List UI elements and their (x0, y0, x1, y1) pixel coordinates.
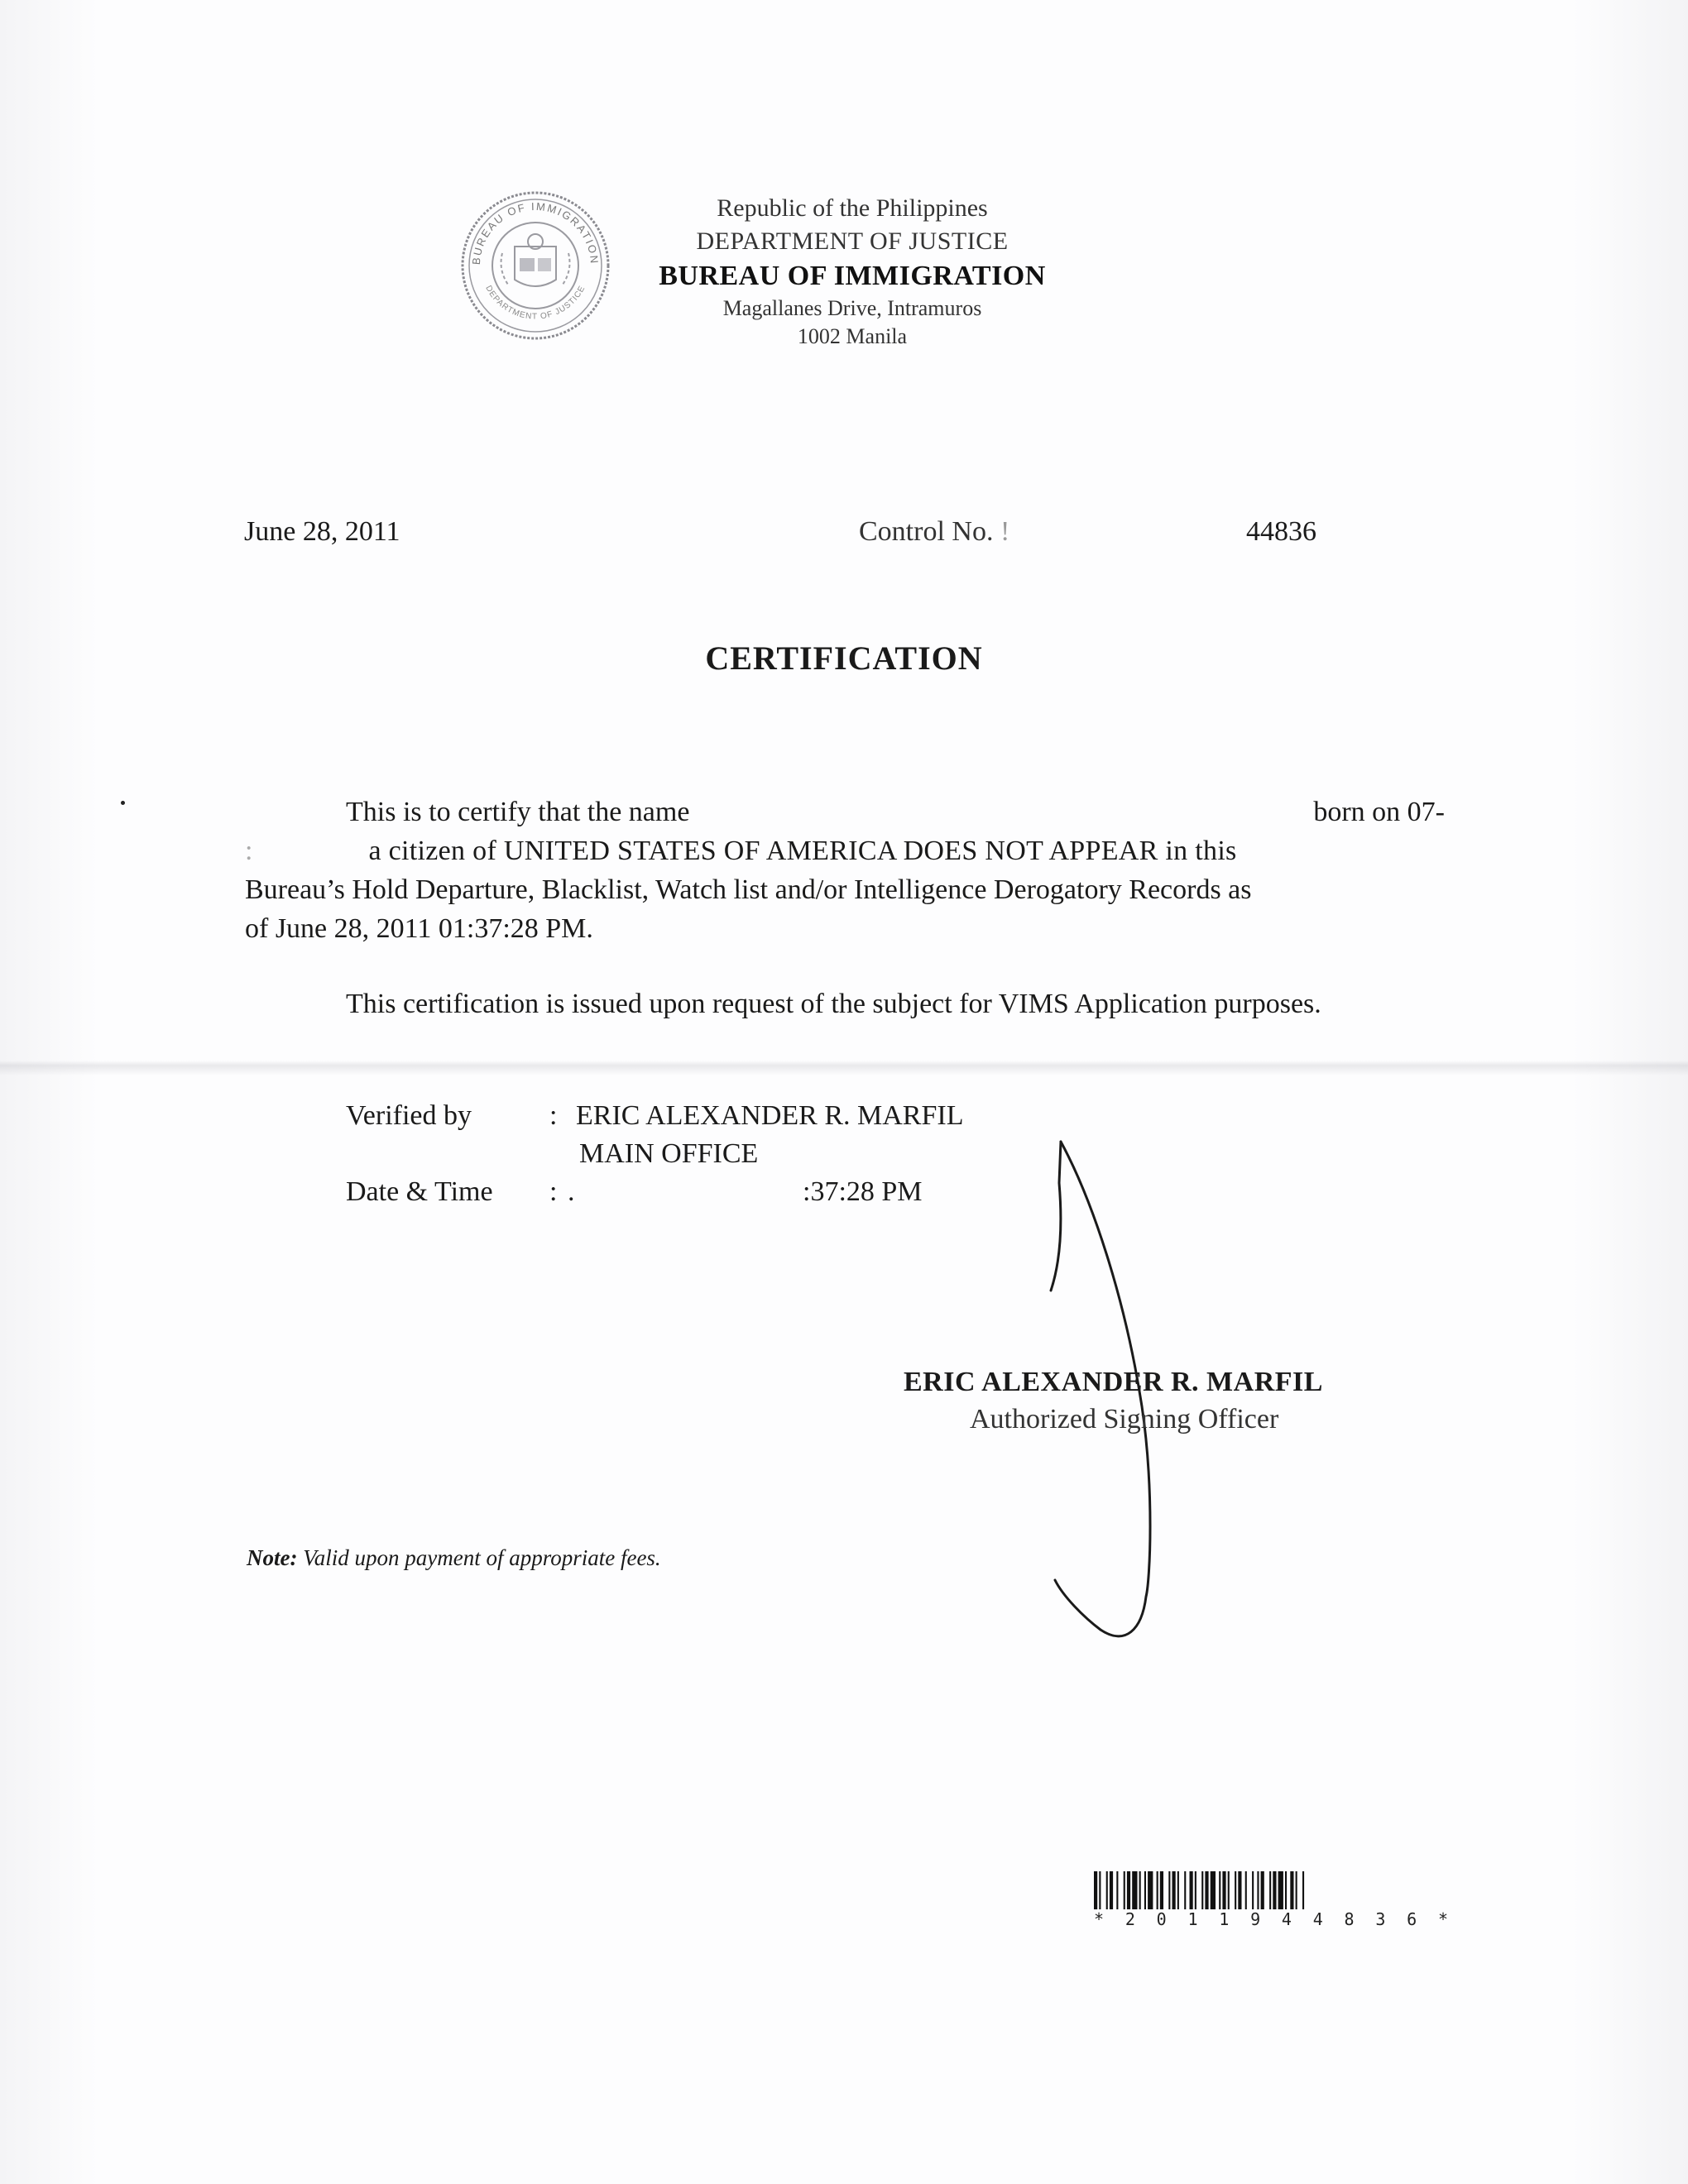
purpose-paragraph: This certification is issued upon request of the subject for VIMS Application purposes. (346, 989, 1321, 1019)
barcode-bar (1190, 1871, 1193, 1909)
barcode-bar (1222, 1871, 1225, 1909)
barcode-bar (1116, 1871, 1118, 1909)
barcode-bar (1245, 1871, 1247, 1909)
date-time-colon: : (549, 1176, 558, 1207)
issue-date: June 28, 2011 (244, 516, 400, 547)
body-line-2-mark: : (245, 836, 253, 866)
barcode-bar (1132, 1871, 1137, 1909)
barcode-char: * (1437, 1909, 1448, 1929)
svg-text:BUREAU OF IMMIGRATION: BUREAU OF IMMIGRATION (469, 199, 602, 266)
signer-title: Authorized Signing Officer (970, 1404, 1279, 1434)
barcode-char: 1 (1187, 1909, 1198, 1929)
date-time-label: Date & Time (346, 1176, 493, 1207)
barcode-bar (1302, 1871, 1304, 1909)
barcode-bar (1201, 1871, 1203, 1909)
control-number-value: 44836 (1246, 516, 1316, 547)
barcode-bar (1094, 1871, 1097, 1909)
note-label: Note: (247, 1545, 298, 1570)
address-line-1: Magallanes Drive, Intramuros (722, 296, 982, 320)
barcode-bar (1278, 1871, 1283, 1909)
letterhead (596, 192, 1109, 351)
barcode-bar (1110, 1871, 1113, 1909)
body-line-2: a citizen of UNITED STATES OF AMERICA DOES NOT APPEAR in this (368, 836, 1237, 866)
body-line-1-left: This is to certify that the name (346, 797, 690, 827)
date-time-mark: . (568, 1176, 575, 1207)
barcode-char: 4 (1281, 1909, 1292, 1929)
barcode-bar (1184, 1871, 1186, 1909)
date-time-value: :37:28 PM (803, 1176, 923, 1207)
barcode-bar (1148, 1871, 1153, 1909)
barcode-bar (1219, 1871, 1220, 1909)
barcode-bar (1273, 1871, 1276, 1909)
barcode-bar (1261, 1871, 1264, 1909)
barcode-bar (1195, 1871, 1196, 1909)
speck-mark (121, 801, 125, 805)
barcode-bar (1211, 1871, 1216, 1909)
barcode-bar (1205, 1871, 1208, 1909)
signer-name: ERIC ALEXANDER R. MARFIL (904, 1367, 1323, 1397)
office-value: MAIN OFFICE (579, 1138, 759, 1169)
barcode-bar (1238, 1871, 1241, 1909)
barcode-bar (1144, 1871, 1146, 1909)
barcode-bar (1235, 1871, 1236, 1909)
barcode-bar (1106, 1871, 1108, 1909)
barcode-bar (1172, 1871, 1176, 1909)
barcode-char: 1 (1219, 1909, 1230, 1929)
republic-line: Republic of the Philippines (717, 194, 988, 222)
barcode-bar (1139, 1871, 1141, 1909)
barcode-bar (1285, 1871, 1287, 1909)
barcode-bar (1269, 1871, 1271, 1909)
bureau-line: BUREAU OF IMMIGRATION (659, 261, 1046, 291)
bureau-seal-icon (457, 187, 614, 344)
verified-by-colon: : (549, 1100, 558, 1131)
barcode-bar (1257, 1871, 1259, 1909)
document-title: CERTIFICATION (705, 639, 983, 677)
barcode-char: 8 (1344, 1909, 1355, 1929)
verified-by-label: Verified by (346, 1100, 472, 1131)
barcode-char: 4 (1312, 1909, 1323, 1929)
barcode-bar (1160, 1871, 1163, 1909)
department-line: DEPARTMENT OF JUSTICE (696, 228, 1009, 255)
barcode-char: 6 (1407, 1909, 1417, 1929)
verified-by-value: ERIC ALEXANDER R. MARFIL (576, 1100, 964, 1131)
barcode-char: 9 (1250, 1909, 1261, 1929)
certification-paragraph (245, 793, 1445, 948)
control-number-label: Control No. ! (859, 516, 1010, 547)
body-line-3: Bureau’s Hold Departure, Blacklist, Watch list and/or Intelligence Derogatory Records as (245, 874, 1252, 905)
note-text: Valid upon payment of appropriate fees. (303, 1545, 661, 1570)
barcode-char: * (1094, 1909, 1105, 1929)
barcode-bar (1177, 1871, 1179, 1909)
barcode-bar (1228, 1871, 1230, 1909)
svg-text:DEPARTMENT OF JUSTICE: DEPARTMENT OF JUSTICE (483, 284, 587, 322)
body-line-1-right: born on 07- (1313, 797, 1445, 827)
barcode-char: 3 (1375, 1909, 1386, 1929)
address-line-2: 1002 Manila (797, 324, 908, 348)
barcode-bar (1252, 1871, 1254, 1909)
validity-note (247, 1545, 661, 1571)
barcode-char: 2 (1125, 1909, 1135, 1929)
barcode-bar (1127, 1871, 1130, 1909)
barcode-bar (1124, 1871, 1125, 1909)
barcode-bar (1290, 1871, 1293, 1909)
body-line-4: of June 28, 2011 01:37:28 PM. (245, 913, 593, 944)
barcode-number (1094, 1909, 1448, 1929)
barcode-bar (1157, 1871, 1158, 1909)
barcode-char: 0 (1156, 1909, 1167, 1929)
barcode-bar (1168, 1871, 1170, 1909)
barcode-bar (1296, 1871, 1297, 1909)
barcode-bar (1099, 1871, 1101, 1909)
